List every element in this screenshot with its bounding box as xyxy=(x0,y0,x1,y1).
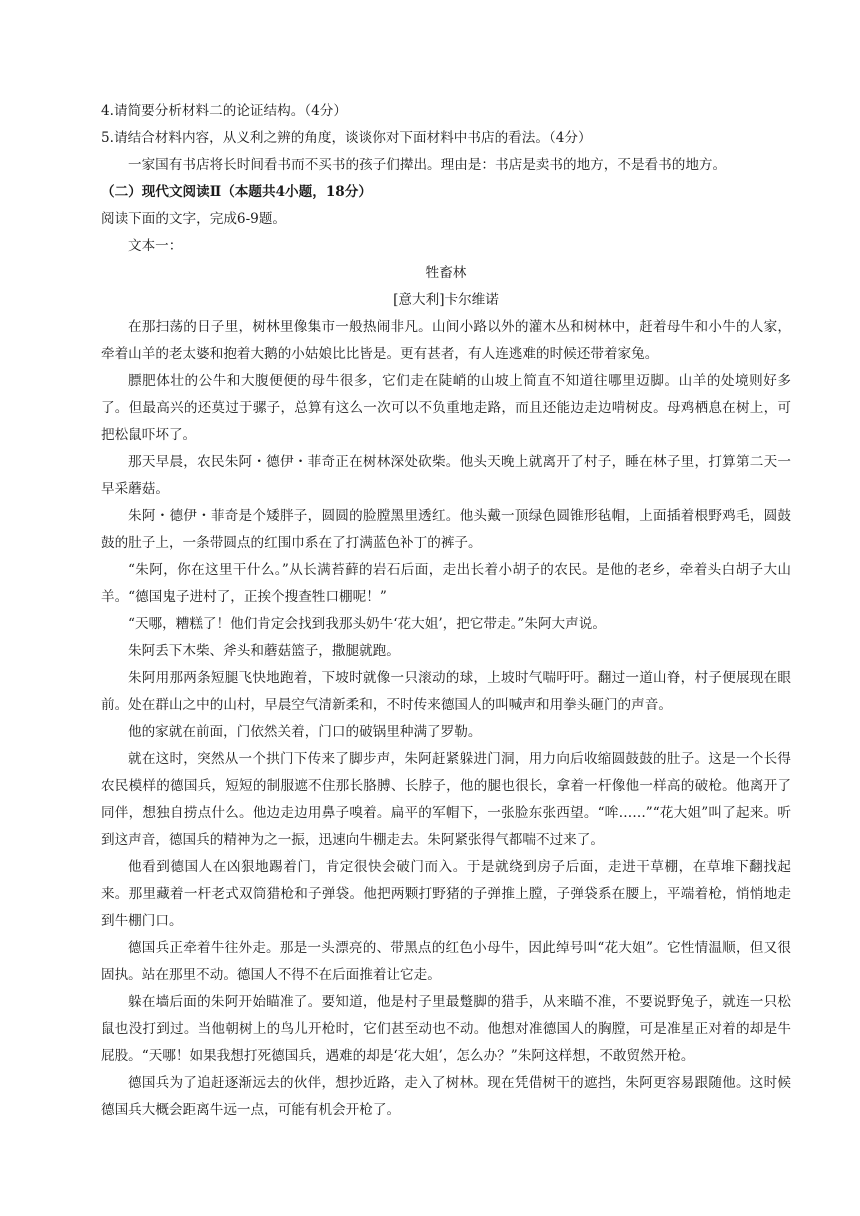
text-label: 文本一： xyxy=(128,238,183,254)
story-paragraph: 躲在墙后面的朱阿开始瞄准了。要知道，他是村子里最蹩脚的猎手，从来瞄不准，不要说野兔子，就连一只松鼠也没打到过。当他朝树上的鸟儿开枪时，它们甚至动也不动。他想对准德国人的胸膛，可是准星正对着的却是牛屁股。“天哪！如果我想打死德国兵，遇难的却是‘花大姐’，怎么办？”朱阿这样想，不敢贸然开枪。 xyxy=(101,994,791,1064)
story-paragraph: 他看到德国人在凶狠地踢着门，肯定很快会破门而入。于是就绕到房子后面，走进干草棚，在草堆下翻找起来。那里藏着一杆老式双筒猎枪和子弹袋。他把两颗打野猪的子弹推上膛，子弹袋系在腰上，平端着枪，悄悄地走到牛棚门口。 xyxy=(101,859,791,929)
section-heading: （二）现代文阅读Ⅱ（本题共4小题，18分） xyxy=(101,184,372,200)
story-paragraph: 在那扫荡的日子里，树林里像集市一般热闹非凡。山间小路以外的灌木丛和树林中，赶着母牛和小牛的人家，牵着山羊的老太婆和抱着大鹅的小姑娘比比皆是。更有甚者，有人连逃难的时候还带着家兔。 xyxy=(101,319,791,362)
story-paragraph: 就在这时，突然从一个拱门下传来了脚步声，朱阿赶紧躲进门洞，用力向后收缩圆鼓鼓的肚子。这是一个长得农民模样的德国兵，短短的制服遮不住那长胳膊、长脖子，他的腿也很长，拿着一杆像他一样高的破枪。他离开了同伴，想独自捞点什么。他边走边用鼻子嗅着。扁平的军帽下，一张脸东张西望。“哞……”“花大姐”叫了起来。听到这声音，德国兵的精神为之一振，迅速向牛棚走去。朱阿紧张得气都喘不过来了。 xyxy=(101,751,791,848)
story-paragraph: 德国兵正牵着牛往外走。那是一头漂亮的、带黑点的红色小母牛，因此绰号叫“花大姐”。它性情温顺，但又很固执。站在那里不动。德国人不得不在后面推着让它走。 xyxy=(101,940,791,983)
story-paragraph: “朱阿，你在这里干什么。”从长满苔藓的岩石后面，走出长着小胡子的农民。是他的老乡，牵着头白胡子大山羊。“德国鬼子进村了，正挨个搜查牲口棚呢！” xyxy=(101,562,791,605)
section-instruction: 阅读下面的文字，完成6-9题。 xyxy=(101,211,287,227)
story-paragraph: 那天早晨，农民朱阿・德伊・菲奇正在树林深处砍柴。他头天晚上就离开了村子，睡在林子里，打算第二天一早采蘑菇。 xyxy=(101,454,791,497)
document-page xyxy=(101,98,791,1124)
story-paragraph: 朱阿丢下木柴、斧头和蘑菇篮子，撒腿就跑。 xyxy=(128,643,400,659)
story-title: 牲畜林 xyxy=(425,265,467,281)
story-paragraph: “天哪，糟糕了！他们肯定会找到我那头奶牛‘花大姐’，把它带走。”朱阿大声说。 xyxy=(128,616,606,632)
question-5: 5.请结合材料内容，从义利之辨的角度，谈谈你对下面材料中书店的看法。（4分） xyxy=(101,130,592,146)
question-5-material: 一家国有书店将长时间看书而不买书的孩子们撵出。理由是：书店是卖书的地方，不是看书的地方。 xyxy=(128,157,727,173)
story-author: [意大利]卡尔维诺 xyxy=(393,292,499,308)
story-paragraph: 朱阿・德伊・菲奇是个矮胖子，圆圆的脸膛黑里透红。他头戴一顶绿色圆锥形毡帽，上面插着根野鸡毛，圆鼓鼓的肚子上，一条带圆点的红围巾系在了打满蓝色补丁的裤子。 xyxy=(101,508,791,551)
story-paragraph: 膘肥体壮的公牛和大腹便便的母牛很多，它们走在陡峭的山坡上简直不知道往哪里迈脚。山羊的处境则好多了。但最高兴的还莫过于骡子，总算有这么一次可以不负重地走路，而且还能边走边啃树皮。母鸡栖息在树上，可把松鼠吓坏了。 xyxy=(101,373,791,443)
question-4: 4.请简要分析材料二的论证结构。（4分） xyxy=(101,103,347,119)
story-paragraph: 朱阿用那两条短腿飞快地跑着，下坡时就像一只滚动的球，上坡时气喘吁吁。翻过一道山脊，村子便展现在眼前。处在群山之中的山村，早晨空气清新柔和，不时传来德国人的叫喊声和用拳头砸门的声音。 xyxy=(101,670,791,713)
story-paragraph: 他的家就在前面，门依然关着，门口的破锅里种满了罗勒。 xyxy=(128,724,482,740)
story-paragraph: 德国兵为了追赶逐渐远去的伙伴，想抄近路，走入了树林。现在凭借树干的遮挡，朱阿更容易跟随他。这时候德国兵大概会距离牛远一点，可能有机会开枪了。 xyxy=(101,1075,791,1118)
